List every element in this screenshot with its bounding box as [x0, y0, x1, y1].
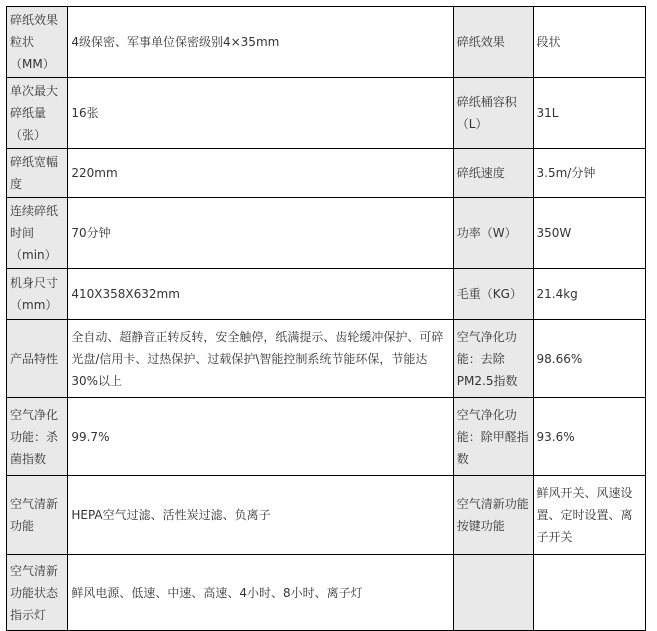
- spec-value: 鲜风电源、低速、中速、高速、4小时、8小时、离子灯: [68, 555, 453, 631]
- spec-value: 220mm: [68, 149, 453, 198]
- spec-value: 70分钟: [68, 198, 453, 269]
- spec-value: 350W: [533, 198, 645, 269]
- table-row: [7, 476, 646, 555]
- spec-label: 碎纸速度: [453, 149, 533, 198]
- table-row: [7, 555, 646, 631]
- spec-label: 空气清新功能: [7, 476, 68, 555]
- spec-label: 空气净化功能：去除PM2.5指数: [453, 320, 533, 398]
- spec-label: 功率（W）: [453, 198, 533, 269]
- spec-value: 31L: [533, 78, 645, 149]
- spec-value: 3.5m/分钟: [533, 149, 645, 198]
- table-row: [7, 149, 646, 198]
- spec-value: 全自动、超静音正转反转，安全触停，纸满提示、齿轮缓冲保护、可碎光盘/信用卡、过热保护、过载保护\智能控制系统节能环保，节能达30%以上: [68, 320, 453, 398]
- spec-label: 空气清新功能按键功能: [453, 476, 533, 555]
- spec-value: 98.66%: [533, 320, 645, 398]
- table-row: [7, 198, 646, 269]
- table-row: [7, 269, 646, 320]
- spec-value: 4级保密、军事单位保密级别4×35mm: [68, 7, 453, 78]
- spec-label: 连续碎纸时间（min）: [7, 198, 68, 269]
- spec-value: 21.4kg: [533, 269, 645, 320]
- table-row: [7, 7, 646, 78]
- spec-value: [533, 555, 645, 631]
- spec-label: [453, 555, 533, 631]
- spec-value: 410X358X632mm: [68, 269, 453, 320]
- spec-value: HEPA空气过滤、活性炭过滤、负离子: [68, 476, 453, 555]
- spec-label: 空气净化功能：除甲醛指数: [453, 398, 533, 476]
- spec-label: 碎纸效果: [453, 7, 533, 78]
- spec-value: 段状: [533, 7, 645, 78]
- spec-label: 空气净化功能：杀菌指数: [7, 398, 68, 476]
- table-row: [7, 398, 646, 476]
- spec-label: 机身尺寸（mm）: [7, 269, 68, 320]
- spec-label: 碎纸效果粒状（MM）: [7, 7, 68, 78]
- spec-table: [6, 6, 646, 631]
- table-row: [7, 78, 646, 149]
- spec-label: 毛重（KG）: [453, 269, 533, 320]
- spec-label: 单次最大碎纸量（张）: [7, 78, 68, 149]
- spec-value: 93.6%: [533, 398, 645, 476]
- spec-label: 碎纸桶容积（L）: [453, 78, 533, 149]
- spec-value: 16张: [68, 78, 453, 149]
- spec-value: 鲜风开关、风速设置、定时设置、离子开关: [533, 476, 645, 555]
- spec-label: 产品特性: [7, 320, 68, 398]
- spec-label: 空气清新功能状态指示灯: [7, 555, 68, 631]
- spec-value: 99.7%: [68, 398, 453, 476]
- spec-label: 碎纸宽幅度: [7, 149, 68, 198]
- table-row: [7, 320, 646, 398]
